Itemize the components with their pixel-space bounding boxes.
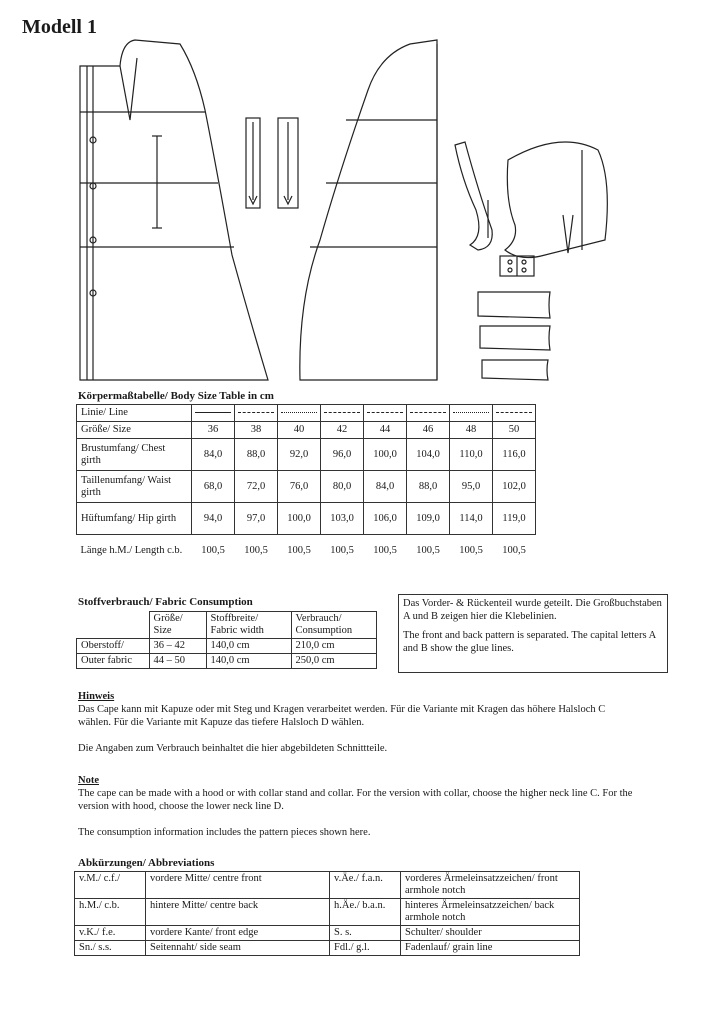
table-cell: 88,0	[235, 439, 278, 471]
size-cell: 50	[493, 422, 536, 439]
size-row	[77, 422, 536, 439]
table-row	[75, 899, 580, 926]
fabric-header: Stoffbreite/ Fabric width	[206, 612, 291, 639]
table-cell: Fadenlauf/ grain line	[401, 941, 580, 956]
table-cell: 100,5	[459, 544, 483, 556]
table-cell: 72,0	[235, 471, 278, 503]
table-cell: 100,0	[278, 503, 321, 535]
line-label: Linie/ Line	[77, 405, 192, 422]
table-cell: 94,0	[192, 503, 235, 535]
line-row	[77, 405, 536, 422]
fabric-header-row	[77, 612, 377, 639]
table-cell: 102,0	[493, 471, 536, 503]
table-cell: 84,0	[192, 439, 235, 471]
table-cell: h.M./ c.b.	[75, 899, 146, 926]
info-box	[398, 594, 668, 673]
chest-label: Brustumfang/ Chest girth	[77, 439, 192, 471]
table-cell: 97,0	[235, 503, 278, 535]
table-cell: vordere Mitte/ centre front	[146, 872, 330, 899]
length-label: Länge h.M./ Length c.b.	[80, 544, 183, 556]
table-cell: 96,0	[321, 439, 364, 471]
table-cell: 140,0 cm	[206, 639, 291, 654]
table-cell: hintere Mitte/ centre back	[146, 899, 330, 926]
table-cell: 100,5	[287, 544, 311, 556]
table-cell: 110,0	[450, 439, 493, 471]
length-row	[77, 535, 536, 567]
table-cell: 114,0	[450, 503, 493, 535]
pattern-drawings	[0, 0, 724, 392]
collar-band-piece	[455, 142, 492, 250]
table-cell: Sn./ s.s.	[75, 941, 146, 956]
table-cell: 100,5	[201, 544, 225, 556]
info-box-en: The front and back pattern is separated. The capital letters A and B show the glue lines.	[403, 630, 656, 654]
table-cell: 100,5	[244, 544, 268, 556]
waist-label: Taillenumfang/ Waist girth	[77, 471, 192, 503]
table-cell: h.Äe./ b.a.n.	[330, 899, 401, 926]
size-cell: 36	[192, 422, 235, 439]
page-title: Modell 1	[22, 16, 97, 38]
table-cell: v.M./ c.f./	[75, 872, 146, 899]
info-box-de: Das Vorder- & Rückenteil wurde geteilt. Die Großbuchstaben A und B zeigen hier die Klebelinien.	[403, 598, 662, 622]
table-cell: vorderes Ärmeleinsatzzeichen/ front armhole notch	[401, 872, 580, 899]
table-cell: 210,0 cm	[291, 639, 376, 654]
fabric-table-title: Stoffverbrauch/ Fabric Consumption	[78, 596, 253, 608]
table-cell: 104,0	[407, 439, 450, 471]
table-cell: hinteres Ärmeleinsatzzeichen/ back armhole notch	[401, 899, 580, 926]
abbreviations-title: Abkürzungen/ Abbreviations	[78, 857, 215, 869]
table-cell: S. s.	[330, 926, 401, 941]
table-cell: Seitennaht/ side seam	[146, 941, 330, 956]
hinweis-section	[78, 690, 638, 755]
abbreviations-table	[74, 871, 580, 956]
front-pattern-piece	[80, 40, 268, 380]
table-row	[75, 941, 580, 956]
size-cell: 46	[407, 422, 450, 439]
table-cell: 106,0	[364, 503, 407, 535]
table-cell: 100,5	[416, 544, 440, 556]
size-cell: 44	[364, 422, 407, 439]
fabric-row-label: Outer fabric	[77, 654, 150, 669]
note-heading: Note	[78, 775, 99, 786]
size-cell: 38	[235, 422, 278, 439]
size-cell: 42	[321, 422, 364, 439]
waist-row	[77, 471, 536, 503]
table-cell: 68,0	[192, 471, 235, 503]
table-cell: 80,0	[321, 471, 364, 503]
hinweis-text-2: Die Angaben zum Verbrauch beinhaltet die hier abgebildeten Schnittteile.	[78, 743, 388, 754]
body-table-title: Körpermaßtabelle/ Body Size Table in cm	[78, 390, 274, 402]
hip-label: Hüftumfang/ Hip girth	[77, 503, 192, 535]
table-cell: v.K./ f.e.	[75, 926, 146, 941]
line-style-dot-dash	[496, 412, 532, 413]
fabric-row	[77, 654, 377, 669]
line-style-solid	[195, 412, 231, 413]
size-cell: 48	[450, 422, 493, 439]
table-cell: 100,5	[330, 544, 354, 556]
table-row	[75, 872, 580, 899]
table-cell: 103,0	[321, 503, 364, 535]
table-cell: 100,5	[502, 544, 526, 556]
line-style-long-short	[410, 412, 446, 413]
hip-row	[77, 503, 536, 535]
fabric-row	[77, 639, 377, 654]
table-cell: 109,0	[407, 503, 450, 535]
table-cell: 119,0	[493, 503, 536, 535]
hinweis-heading: Hinweis	[78, 691, 115, 702]
line-style-fine-dot	[453, 412, 489, 413]
table-cell: 250,0 cm	[291, 654, 376, 669]
table-cell: 84,0	[364, 471, 407, 503]
back-pattern-piece	[300, 40, 437, 380]
fabric-header: Größe/ Size	[149, 612, 206, 639]
chest-row	[77, 439, 536, 471]
note-section	[78, 774, 638, 839]
hood-piece	[500, 142, 607, 276]
table-cell: 88,0	[407, 471, 450, 503]
table-cell: Schulter/ shoulder	[401, 926, 580, 941]
size-label: Größe/ Size	[77, 422, 192, 439]
line-style-dash-dot	[324, 412, 360, 413]
line-style-dotted	[281, 412, 317, 413]
table-cell: 44 – 50	[149, 654, 206, 669]
fabric-header: Verbrauch/ Consumption	[291, 612, 376, 639]
note-text: The cape can be made with a hood or with collar stand and collar. For the version with collar, choose the higher neck line C. For the version with hood, choose the lower neck line D.	[78, 788, 633, 812]
body-size-table	[76, 404, 536, 567]
table-cell: 100,0	[364, 439, 407, 471]
table-cell: 116,0	[493, 439, 536, 471]
table-cell: 36 – 42	[149, 639, 206, 654]
table-cell: 76,0	[278, 471, 321, 503]
table-row	[75, 926, 580, 941]
line-style-long-dash	[238, 412, 274, 413]
hinweis-text: Das Cape kann mit Kapuze oder mit Steg und Kragen verarbeitet werden. Für die Variante mit Kragen das höhere Halsloch C wählen. Für die Variante mit Kapuze das tiefere Halsloch D wählen.	[78, 704, 606, 728]
table-cell: v.Äe./ f.a.n.	[330, 872, 401, 899]
table-cell: Fdl./ g.l.	[330, 941, 401, 956]
fabric-consumption-table	[76, 611, 377, 669]
table-cell: vordere Kante/ front edge	[146, 926, 330, 941]
size-cell: 40	[278, 422, 321, 439]
table-cell: 100,5	[373, 544, 397, 556]
table-cell: 140,0 cm	[206, 654, 291, 669]
note-text-2: The consumption information includes the pattern pieces shown here.	[78, 827, 371, 838]
table-cell: 92,0	[278, 439, 321, 471]
strip-pieces	[478, 292, 550, 380]
table-cell: 95,0	[450, 471, 493, 503]
fabric-row-label: Oberstoff/	[77, 639, 150, 654]
line-style-dash	[367, 412, 403, 413]
facing-strips	[246, 118, 298, 208]
